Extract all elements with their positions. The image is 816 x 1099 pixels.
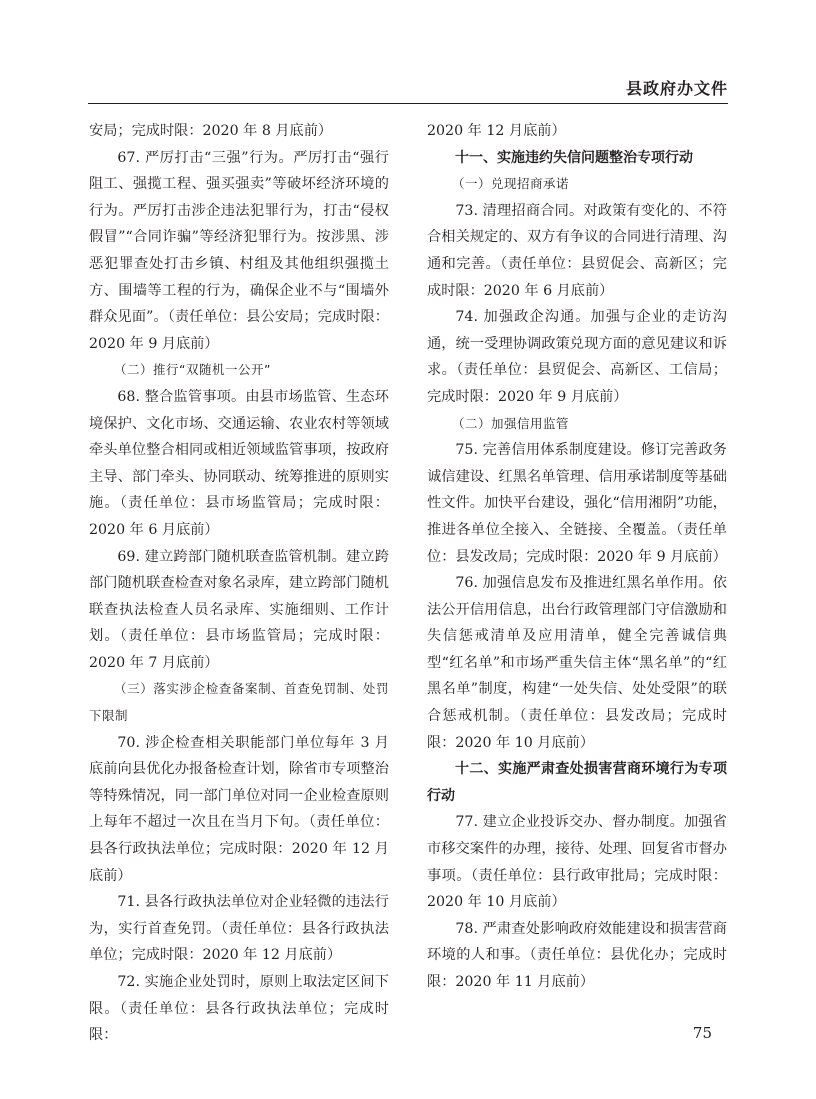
sub-heading: （二）推行“双随机一公开” [114, 362, 271, 378]
paragraph: 72. 实施企业处罚时，原则上取法定区间下限。（责任单位：县各行政执法单位；完成时限： [89, 974, 389, 1044]
paragraph: 67. 严厉打击“三强”行为。严厉打击“强行阻工、强揽工程、强买强卖”等破坏经济环境的行为。严厉打击涉企违法犯罪行为，打击“侵权假冒”“合同诈骗”等经济犯罪行为。按涉黑、涉恶犯罪查处打击乡镇、村组及其他组织强揽土方、围墙等工程的行为，确保企业不与“围墙外群众见面”。（责任单位：县公安局；完成时限：2020 年 9 月底前） [89, 149, 389, 352]
paragraph: 73. 清理招商合同。对政策有变化的、不符合相关规定的、双方有争议的合同进行清理、沟通和完善。（责任单位：县贸促会、高新区；完成时限：2020 年 6 月底前） [427, 202, 727, 299]
header-title: 县政府办文件 [625, 79, 728, 98]
paragraph: 70. 涉企检查相关职能部门单位每年 3 月底前向县优化办报备检查计划，除省市专项整治等特殊情况，同一部门单位对同一企业检查原则上每年不超过一次且在当月下旬。（责任单位：县各行政执法单位；完成时限：2020 年 12 月底前） [89, 734, 389, 884]
header-rule [88, 103, 728, 104]
section-heading: 十二、实施严肃查处损害营商环境行为专项行动 [427, 761, 727, 804]
paragraph-continuation: 安局；完成时限：2020 年 8 月底前） [89, 123, 333, 139]
left-column [89, 118, 389, 1049]
sub-heading: （二）加强信用监管 [452, 415, 570, 431]
paragraph: 68. 整合监管事项。由县市场监管、生态环境保护、文化市场、交通运输、农业农村等领域牵头单位整合相同或相近领域监管事项，按政府主导、部门牵头、协同联动、统筹推进的原则实施。（责任单位：县市场监管局；完成时限：2020 年 6 月底前） [89, 388, 389, 538]
right-column [427, 118, 727, 996]
sub-heading: （一）兑现招商承诺 [452, 176, 570, 192]
paragraph: 76. 加强信息发布及推进红黑名单作用。依法公开信用信息，出台行政管理部门守信激励和失信惩戒清单及应用清单，健全完善诚信典型“红名单”和市场严重失信主体“黑名单”的“红黑名单”制度，构建“一处失信、处处受限”的联合惩戒机制。（责任单位：县发改局；完成时限：2020 年 10 月底前） [427, 575, 727, 751]
paragraph: 75. 完善信用体系制度建设。修订完善政务诚信建设、红黑名单管理、信用承诺制度等基础性文件。加快平台建设，强化“信用湘阴”功能，推进各单位全接入、全链接、全覆盖。（责任单位：县发改局；完成时限：2020 年 9 月底前） [427, 442, 727, 565]
page-number: 75 [692, 1024, 712, 1042]
paragraph: 71. 县各行政执法单位对企业轻微的违法行为，实行首查免罚。（责任单位：县各行政执法单位；完成时限：2020 年 12 月底前） [89, 894, 389, 964]
paragraph: 69. 建立跨部门随机联查监管机制。建立跨部门随机联查检查对象名录库，建立跨部门随机联查执法检查人员名录库、实施细则、工作计划。（责任单位：县市场监管局；完成时限：2020 年 7 月底前） [89, 548, 389, 671]
section-heading: 十一、实施违约失信问题整治专项行动 [455, 149, 693, 166]
paragraph: 78. 严肃查处影响政府效能建设和损害营商环境的人和事。（责任单位：县优化办；完成时限：2020 年 11 月底前） [427, 920, 727, 990]
sub-heading: （三）落实涉企检查备案制、首查免罚制、处罚下限制 [89, 681, 389, 724]
paragraph-continuation: 2020 年 12 月底前） [427, 123, 566, 139]
paragraph: 74. 加强政企沟通。加强与企业的走访沟通，统一受理协调政策兑现方面的意见建议和诉求。（责任单位：县贸促会、高新区、工信局；完成时限：2020 年 9 月底前） [427, 309, 727, 405]
paragraph: 77. 建立企业投诉交办、督办制度。加强省市移交案件的办理，接待、处理、回复省市督办事项。（责任单位：县行政审批局；完成时限：2020 年 10 月底前） [427, 814, 727, 911]
